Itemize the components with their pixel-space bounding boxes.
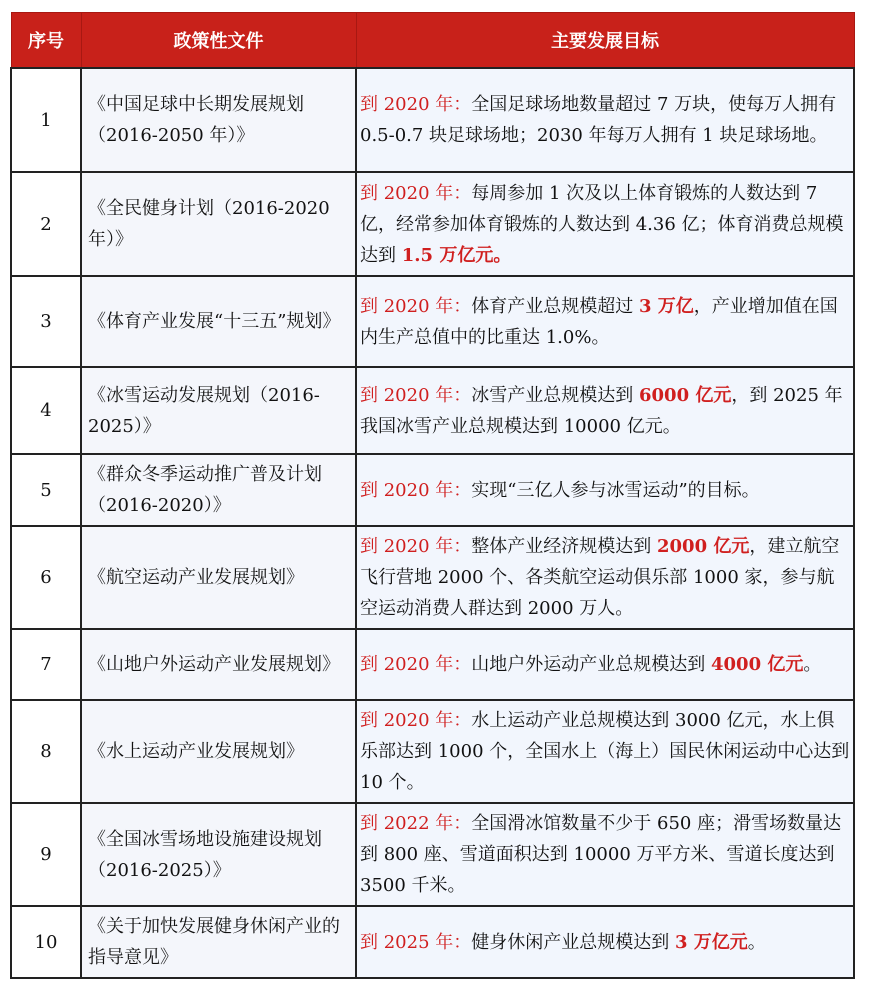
goal-highlight-text: 到 2025 年： [360, 931, 472, 953]
goal-text: 体育产业总规模超过 [471, 295, 639, 317]
row-index: 1 [11, 68, 81, 172]
row-document: 《中国足球中长期发展规划（2016-2050 年）》 [81, 68, 356, 172]
goal-text: ，到 2025 年我国冰雪产业总规模达到 10000 亿元。 [360, 384, 843, 437]
goal-text: 健身休闲产业总规模达到 [471, 931, 675, 953]
table-row [11, 68, 854, 172]
goal-text: 。 [747, 931, 766, 953]
table-row [11, 172, 854, 276]
row-goal [356, 68, 854, 172]
table-row [11, 700, 854, 803]
table-row [11, 803, 854, 906]
goal-highlight-text: 3 万亿元 [675, 931, 748, 953]
goal-text: 冰雪产业总规模达到 [471, 384, 639, 406]
row-document: 《水上运动产业发展规划》 [81, 700, 356, 803]
row-document: 《全民健身计划（2016-2020 年）》 [81, 172, 356, 276]
row-goal [356, 906, 854, 978]
goal-text: 。 [803, 654, 822, 675]
goal-highlight-text: 4000 亿元 [711, 654, 804, 675]
row-goal [356, 454, 854, 526]
table-row [11, 906, 854, 978]
goal-highlight-text: 到 2020 年： [360, 536, 472, 557]
table-row [11, 276, 854, 367]
header-policy-document: 政策性文件 [81, 13, 356, 69]
row-index: 6 [11, 526, 81, 629]
row-goal [356, 803, 854, 906]
row-document: 《山地户外运动产业发展规划》 [81, 629, 356, 700]
goal-highlight-text: 3 万亿 [639, 295, 694, 317]
row-document: 《关于加快发展健身休闲产业的指导意见》 [81, 906, 356, 978]
row-index: 9 [11, 803, 81, 906]
table-row [11, 367, 854, 454]
row-index: 4 [11, 367, 81, 454]
goal-text: 每周参加 1 次及以上体育锻炼的人数达到 7 亿，经常参加体育锻炼的人数达到 4.36 亿；体育消费总规模达到 [360, 182, 844, 266]
goal-text: 整体产业经济规模达到 [471, 536, 657, 557]
header-main-goals: 主要发展目标 [356, 13, 854, 69]
row-goal [356, 367, 854, 454]
goal-text: 实现“三亿人参与冰雪运动”的目标。 [471, 479, 760, 501]
goal-text: ，产业增加值在国内生产总值中的比重达 1.0%。 [360, 295, 838, 348]
row-goal [356, 700, 854, 803]
row-goal [356, 629, 854, 700]
goal-text: 全国足球场地数量超过 7 万块，使每万人拥有 0.5-0.7 块足球场地；2030 年每万人拥有 1 块足球场地。 [360, 94, 837, 146]
goal-text: ，建立航空飞行营地 2000 个、各类航空运动俱乐部 1000 家，参与航空运动消费人群达到 2000 万人。 [360, 536, 840, 619]
goal-text: 全国滑冰馆数量不少于 650 座；滑雪场数量达到 800 座、雪道面积达到 10000 万平方米、雪道长度达到 3500 千米。 [360, 813, 842, 896]
row-document: 《航空运动产业发展规划》 [81, 526, 356, 629]
table-row [11, 454, 854, 526]
goal-highlight-text: 到 2020 年： [360, 295, 472, 317]
row-document: 《体育产业发展“十三五”规划》 [81, 276, 356, 367]
row-document: 《群众冬季运动推广普及计划（2016-2020）》 [81, 454, 356, 526]
row-index: 2 [11, 172, 81, 276]
row-index: 8 [11, 700, 81, 803]
row-goal [356, 526, 854, 629]
table-row [11, 629, 854, 700]
table-row [11, 526, 854, 629]
goal-highlight-text: 1.5 万亿元。 [401, 244, 512, 266]
goal-highlight-text: 到 2020 年： [360, 479, 472, 501]
goal-highlight-text: 到 2022 年： [360, 813, 472, 834]
row-goal [356, 172, 854, 276]
row-goal [356, 276, 854, 367]
row-index: 7 [11, 629, 81, 700]
goal-highlight-text: 到 2020 年： [360, 182, 472, 204]
goal-text: 山地户外运动产业总规模达到 [471, 654, 711, 675]
goal-highlight-text: 到 2020 年： [360, 710, 472, 731]
row-index: 5 [11, 454, 81, 526]
policy-table-container [10, 12, 853, 979]
table-body [11, 68, 854, 978]
goal-highlight-text: 到 2020 年： [360, 94, 472, 115]
table-header-row [11, 13, 854, 69]
goal-highlight-text: 到 2020 年： [360, 654, 472, 675]
policy-table [10, 12, 855, 979]
goal-highlight-text: 6000 亿元 [639, 384, 732, 406]
row-index: 3 [11, 276, 81, 367]
goal-text: 水上运动产业总规模达到 3000 亿元，水上俱乐部达到 1000 个，全国水上（海上）国民休闲运动中心达到 10 个。 [360, 710, 850, 793]
goal-highlight-text: 2000 亿元 [657, 536, 750, 557]
goal-highlight-text: 到 2020 年： [360, 384, 472, 406]
header-index: 序号 [11, 13, 81, 69]
row-index: 10 [11, 906, 81, 978]
row-document: 《冰雪运动发展规划（2016-2025）》 [81, 367, 356, 454]
row-document: 《全国冰雪场地设施建设规划（2016-2025）》 [81, 803, 356, 906]
